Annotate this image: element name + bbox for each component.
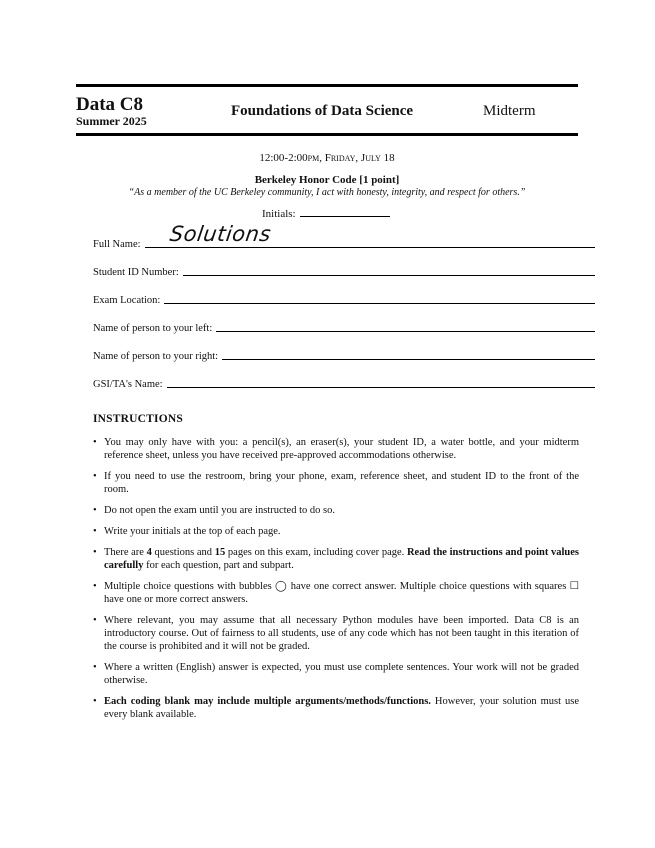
full-name-line[interactable] [145,246,595,248]
student-id-label: Student ID Number: [93,267,179,278]
header-bottom-rule [76,133,578,136]
instruction-item [93,436,579,462]
instruction-text: have one correct answer. Multiple choice questions with squares [287,581,570,592]
instruction-item [93,614,579,653]
exam-time-date: pm, Friday, July 18 [307,152,395,164]
exam-time-range: 12:00-2:00 [259,152,308,164]
instruction-text: Do not open the exam until you are instructed to do so. [104,505,335,516]
exam-location-field[interactable] [93,292,595,306]
student-id-field[interactable] [93,264,595,278]
term: Summer 2025 [76,114,147,128]
exam-location-line[interactable] [164,302,595,304]
instruction-item [93,470,579,496]
instruction-item [93,695,579,721]
page-count: 15 [214,547,226,558]
instruction-item [93,504,579,517]
honor-code-title: Berkeley Honor Code [1 point] [254,174,400,186]
instruction-emphasis: Read the instructions and point values carefully [104,547,579,571]
bullet-icon: • [93,581,97,592]
instruction-text: Multiple choice questions with bubbles [104,581,275,592]
gsi-field[interactable] [93,376,595,390]
instruction-text: If you need to use the restroom, bring your phone, exam, reference sheet, and student ID to the front of the room. [104,471,579,495]
bullet-icon: • [93,547,97,558]
instruction-text: questions and [151,547,215,558]
course-title: Foundations of Data Science [231,103,414,119]
question-count: 4 [146,547,152,558]
initials-field[interactable] [262,206,390,220]
full-name-label: Full Name: [93,239,141,250]
instruction-text: have one or more correct answers. [104,594,249,605]
instruction-text: for each question, part and subpart. [143,560,294,571]
left-person-line[interactable] [216,330,595,332]
honor-code-quote: “As a member of the UC Berkeley community, I act with honesty, integrity, and respect for others.” [128,187,526,198]
left-person-field[interactable] [93,320,595,334]
header-top-rule [76,84,578,87]
instruction-text: Write your initials at the top of each page. [104,526,281,537]
exam-location-label: Exam Location: [93,295,161,306]
instruction-item [93,580,579,606]
initials-label: Initials: [262,208,296,220]
bullet-icon: • [93,662,97,673]
gsi-label: GSI/TA's Name: [93,379,163,390]
bullet-icon: • [93,471,97,482]
instruction-text: You may only have with you: a pencil(s), an eraser(s), your student ID, a water bottle, and your midterm reference sheet, unless you have received pre-approved accommodations otherwise. [104,437,579,461]
bullet-icon: • [93,696,97,707]
bullet-icon: • [93,615,97,626]
right-person-field[interactable] [93,348,595,362]
instruction-emphasis: Each coding blank may include multiple arguments/methods/functions. [104,696,431,707]
exam-type: Midterm [483,103,536,119]
instruction-text: pages on this exam, including cover page. [225,547,407,558]
bubble-icon: ◯ [275,581,288,592]
right-person-label: Name of person to your right: [93,351,219,362]
instruction-text: However, your solution must use every blank available. [104,696,579,720]
instruction-text: Where a written (English) answer is expected, you must use complete sentences. Your work will not be graded otherwise. [104,662,579,686]
instruction-item [93,661,579,687]
instructions-heading: INSTRUCTIONS [93,413,183,425]
bullet-icon: • [93,437,97,448]
exam-time [76,152,578,164]
instruction-text: There are [104,547,147,558]
left-person-label: Name of person to your left: [93,323,213,334]
course-code: Data C8 [76,94,144,115]
square-icon: ☐ [569,581,579,592]
instruction-text: Where relevant, you may assume that all necessary Python modules have been imported. Data C8 is an introductory course. Out of fairness to all students, use of any code which has not been taught in this iteration of the course is prohibited and it will not be graded. [104,615,579,652]
right-person-line[interactable] [222,358,595,360]
instructions-list [93,436,579,729]
initials-line[interactable] [300,206,390,217]
bullet-icon: • [93,505,97,516]
student-id-line[interactable] [183,274,595,276]
bullet-icon: • [93,526,97,537]
instruction-item [93,525,579,538]
instruction-item [93,546,579,572]
full-name-handwritten: Solutions [168,222,273,246]
gsi-line[interactable] [167,386,595,388]
